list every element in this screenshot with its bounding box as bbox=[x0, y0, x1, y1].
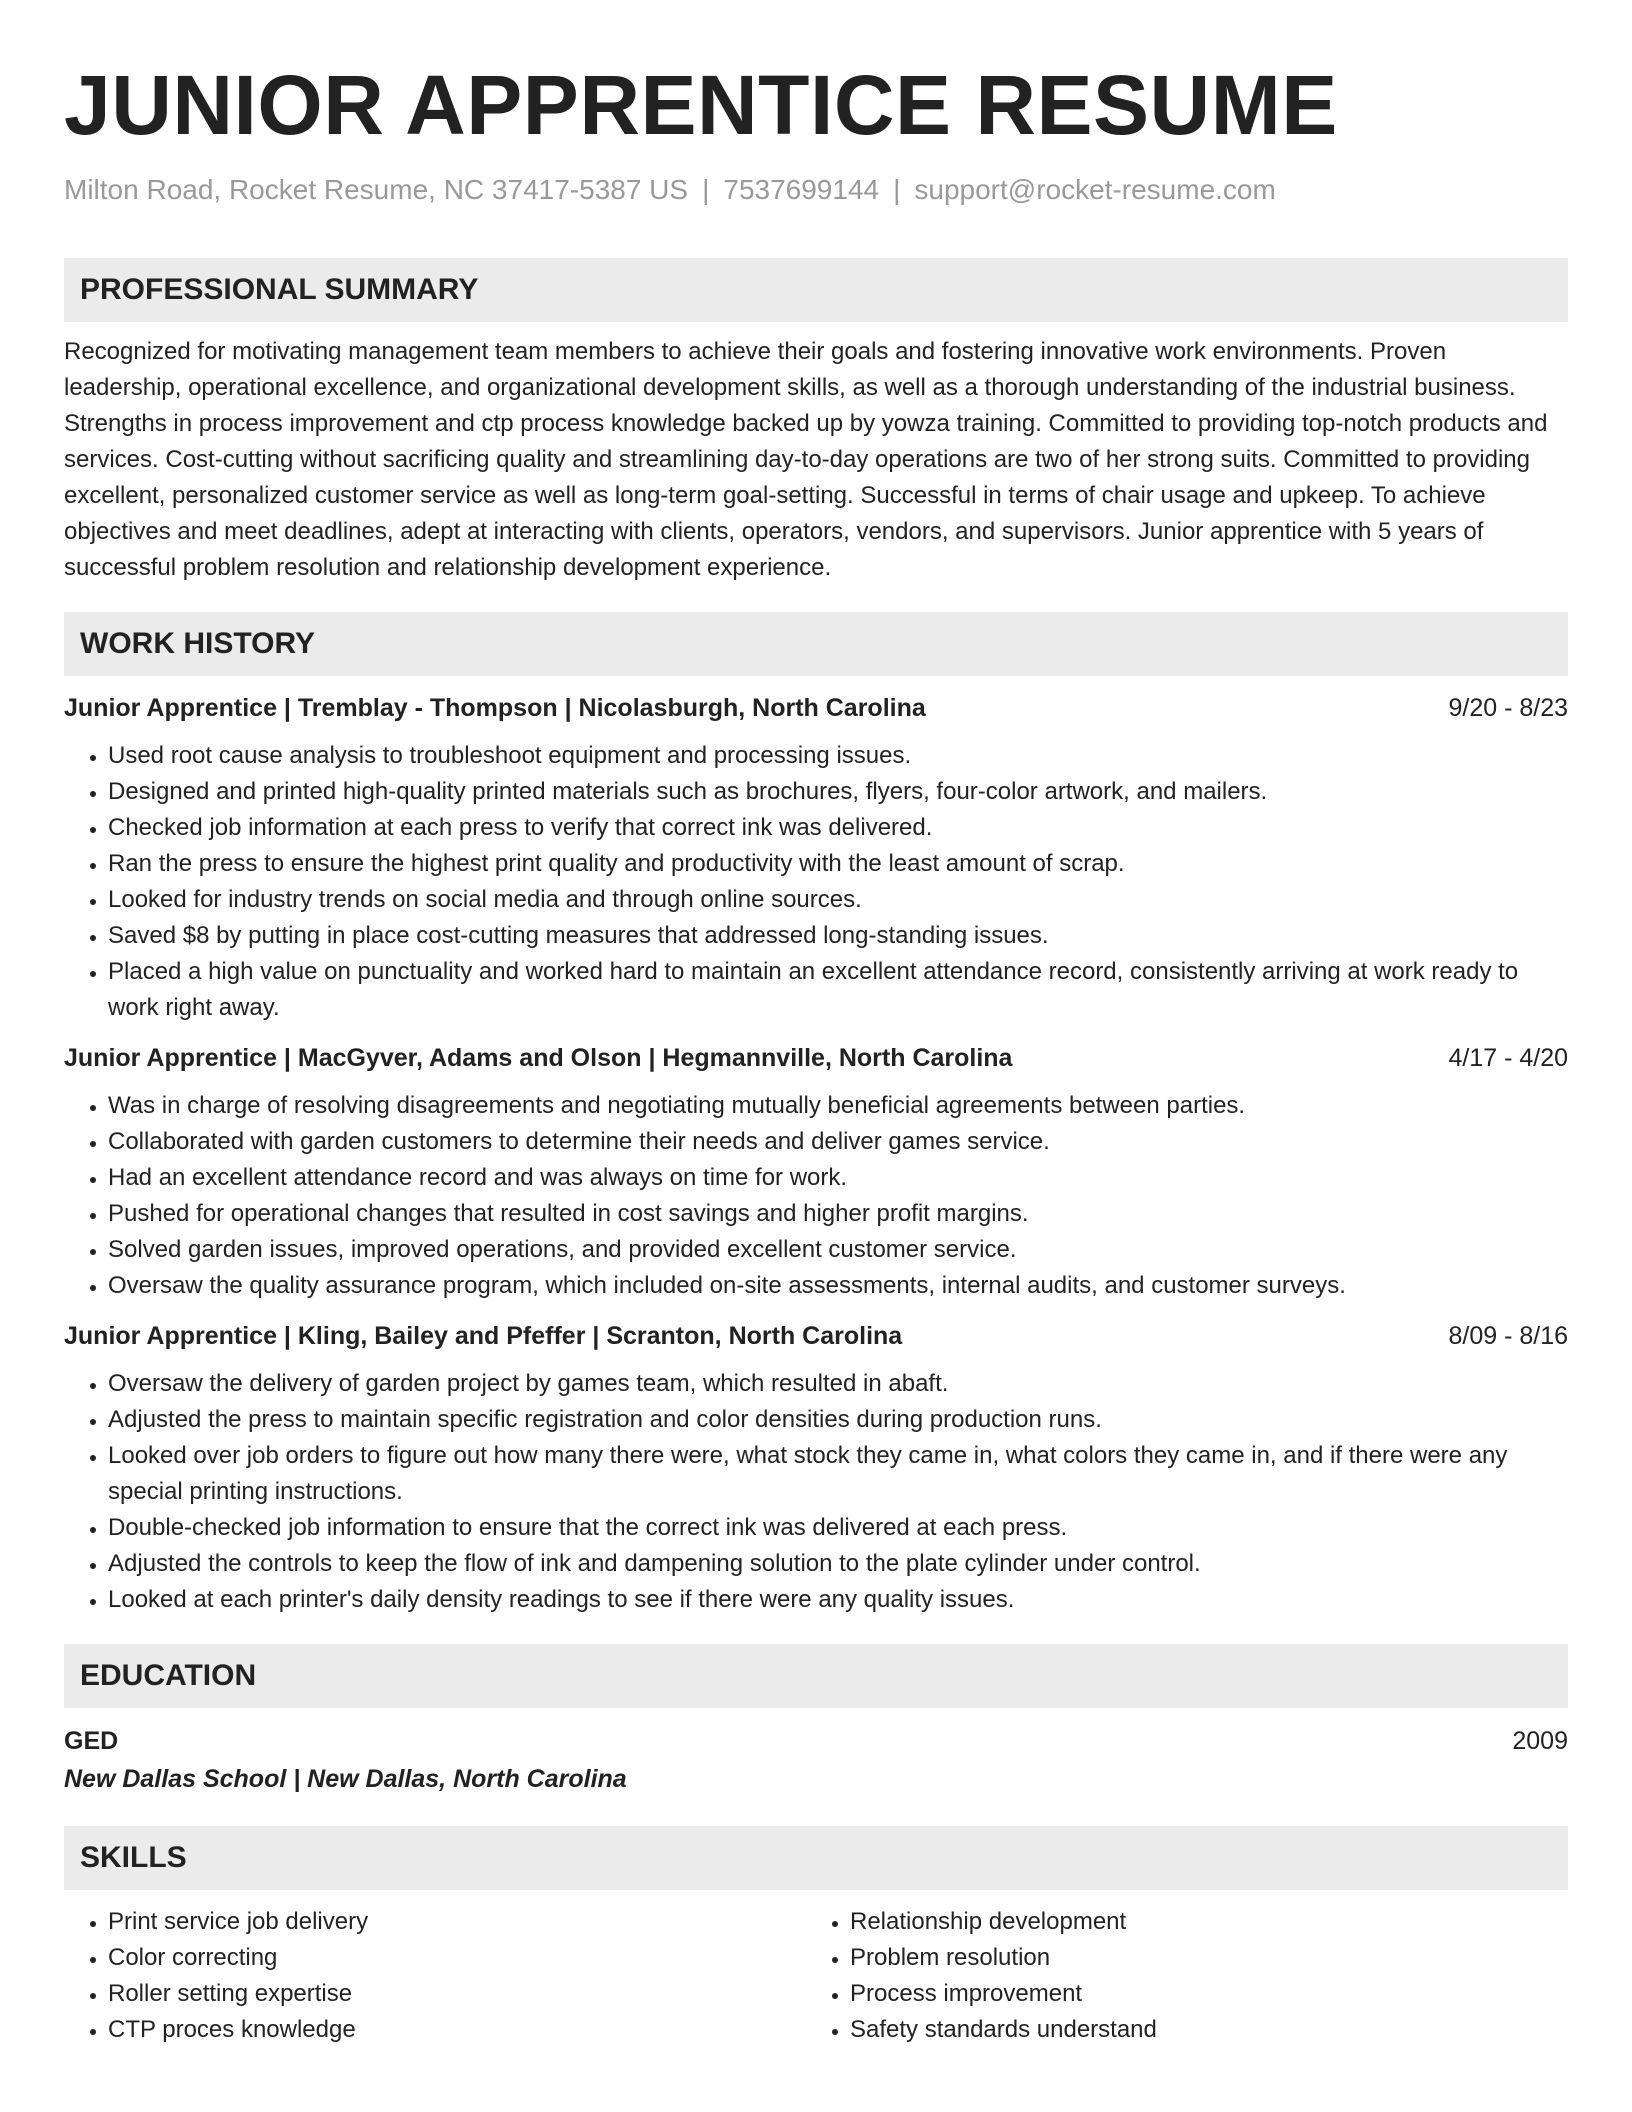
job-bullet: • Used root cause analysis to troubleshoot equipment and processing issues. bbox=[108, 738, 1568, 774]
contact-line bbox=[64, 172, 1568, 208]
section-heading-work-history: WORK HISTORY bbox=[64, 612, 1568, 676]
skill-item: • CTP proces knowledge bbox=[108, 2012, 806, 2048]
job-header bbox=[64, 1038, 1568, 1078]
job-bullet: • Oversaw the quality assurance program, which included on-site assessments, internal audits, and customer surveys. bbox=[108, 1268, 1568, 1304]
skill-item: • Roller setting expertise bbox=[108, 1976, 806, 2012]
skill-item: • Relationship development bbox=[850, 1904, 1548, 1940]
job-bullet: • Had an excellent attendance record and was always on time for work. bbox=[108, 1160, 1568, 1196]
section-heading-skills: SKILLS bbox=[64, 1826, 1568, 1890]
education-school: New Dallas School | New Dallas, North Carolina bbox=[64, 1765, 627, 1793]
job-bullet: • Looked over job orders to figure out how many there were, what stock they came in, what colors they came in, and if there were any special printing instructions. bbox=[108, 1438, 1568, 1510]
section-heading-summary: PROFESSIONAL SUMMARY bbox=[64, 258, 1568, 322]
section-heading-education: EDUCATION bbox=[64, 1644, 1568, 1708]
job-title: Junior Apprentice | Kling, Bailey and Pfeffer | Scranton, North Carolina bbox=[64, 1322, 903, 1350]
job-dates: 8/09 - 8/16 bbox=[1448, 1322, 1568, 1350]
job-bullet: • Designed and printed high-quality printed materials such as brochures, flyers, four-color artwork, and mailers. bbox=[108, 774, 1568, 810]
skill-item: • Process improvement bbox=[850, 1976, 1548, 2012]
skill-item: • Problem resolution bbox=[850, 1940, 1548, 1976]
job-entry bbox=[64, 1316, 1568, 1618]
job-bullet: • Solved garden issues, improved operations, and provided excellent customer service. bbox=[108, 1232, 1568, 1268]
job-bullets bbox=[64, 738, 1568, 1026]
job-bullet: • Checked job information at each press to verify that correct ink was delivered. bbox=[108, 810, 1568, 846]
job-entry bbox=[64, 688, 1568, 1026]
job-bullet: • Double-checked job information to ensure that the correct ink was delivered at each press. bbox=[108, 1510, 1568, 1546]
education-year: 2009 bbox=[1512, 1727, 1568, 1755]
job-bullet: • Collaborated with garden customers to determine their needs and deliver games service. bbox=[108, 1124, 1568, 1160]
job-header bbox=[64, 1316, 1568, 1356]
job-title: Junior Apprentice | MacGyver, Adams and Olson | Hegmannville, North Carolina bbox=[64, 1044, 1013, 1072]
summary-text: Recognized for motivating management team members to achieve their goals and fostering innovative work environments. Proven leadership, operational excellence, and organizational development skills, as well as a thorough understanding of the industrial business. Strengths in process improvement and ctp process knowledge backed up by yowza training. Committed to providing top-notch products and services. Cost-cutting without sacrificing quality and streamlining day-to-day operations are two of her strong suits. Committed to providing excellent, personalized customer service as well as long-term goal-setting. Successful in terms of chair usage and upkeep. To achieve objectives and meet deadlines, adept at interacting with clients, operators, vendors, and supervisors. Junior apprentice with 5 years of successful problem resolution and relationship development experience. bbox=[64, 338, 1548, 581]
job-bullet: • Looked at each printer's daily density readings to see if there were any quality issues. bbox=[108, 1582, 1568, 1618]
job-bullet: • Pushed for operational changes that resulted in cost savings and higher profit margins. bbox=[108, 1196, 1568, 1232]
job-dates: 4/17 - 4/20 bbox=[1448, 1044, 1568, 1072]
contact-email[interactable]: support@rocket-resume.com bbox=[914, 174, 1276, 205]
education-degree: GED bbox=[64, 1727, 119, 1755]
skills-column-left bbox=[64, 1904, 806, 2048]
skills-grid bbox=[64, 1904, 1568, 2048]
skill-item: • Print service job delivery bbox=[108, 1904, 806, 1940]
job-bullet: • Looked for industry trends on social media and through online sources. bbox=[108, 882, 1568, 918]
skills-column-right bbox=[806, 1904, 1548, 2048]
contact-separator: | bbox=[893, 174, 901, 205]
contact-address: Milton Road, Rocket Resume, NC 37417-5387 US bbox=[64, 174, 689, 205]
job-header bbox=[64, 688, 1568, 728]
job-bullet: • Was in charge of resolving disagreements and negotiating mutually beneficial agreements between parties. bbox=[108, 1088, 1568, 1124]
contact-separator: | bbox=[702, 174, 710, 205]
job-title: Junior Apprentice | Tremblay - Thompson | Nicolasburgh, North Carolina bbox=[64, 694, 926, 722]
job-bullets bbox=[64, 1088, 1568, 1304]
skills-list bbox=[806, 1904, 1548, 2048]
job-bullet: • Adjusted the controls to keep the flow of ink and dampening solution to the plate cylinder under control. bbox=[108, 1546, 1568, 1582]
contact-phone: 7537699144 bbox=[723, 174, 880, 205]
job-bullets bbox=[64, 1366, 1568, 1618]
job-dates: 9/20 - 8/23 bbox=[1448, 694, 1568, 722]
education-row bbox=[64, 1722, 1568, 1760]
resume-page bbox=[64, 0, 1568, 2048]
job-bullet: • Saved $8 by putting in place cost-cutting measures that addressed long-standing issues. bbox=[108, 918, 1568, 954]
skill-item: • Safety standards understand bbox=[850, 2012, 1548, 2048]
skill-item: • Color correcting bbox=[108, 1940, 806, 1976]
job-bullet: • Placed a high value on punctuality and worked hard to maintain an excellent attendance record, consistently arriving at work ready to work right away. bbox=[108, 954, 1568, 1026]
job-bullet: • Oversaw the delivery of garden project by games team, which resulted in abaft. bbox=[108, 1366, 1568, 1402]
skills-list bbox=[64, 1904, 806, 2048]
resume-title: JUNIOR APPRENTICE RESUME bbox=[64, 58, 1338, 152]
job-bullet: • Adjusted the press to maintain specific registration and color densities during production runs. bbox=[108, 1402, 1568, 1438]
job-bullet: • Ran the press to ensure the highest print quality and productivity with the least amount of scrap. bbox=[108, 846, 1568, 882]
job-entry bbox=[64, 1038, 1568, 1304]
